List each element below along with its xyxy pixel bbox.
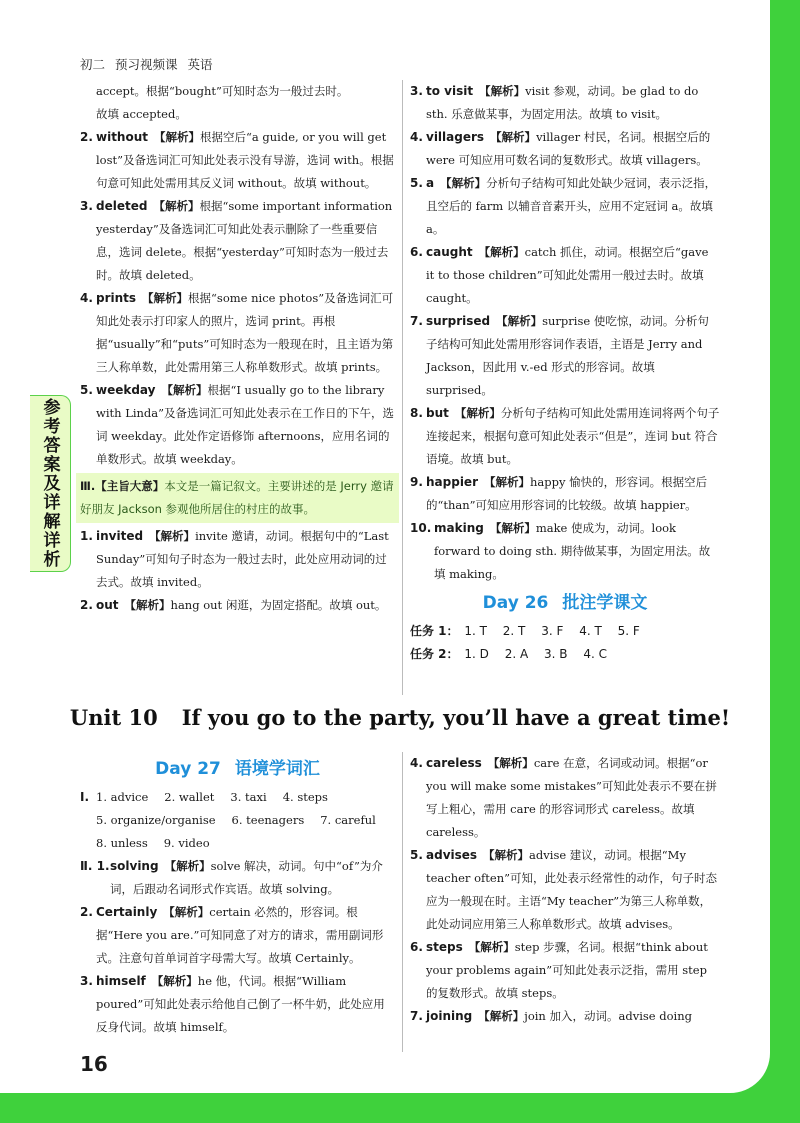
analysis-tag: 【解析】 bbox=[487, 756, 534, 770]
item-number: Ⅱ. 1. bbox=[80, 859, 110, 873]
item-number: 9. bbox=[410, 475, 423, 489]
vocab-answer: 1. advice bbox=[96, 790, 149, 804]
item-number: 5. bbox=[80, 383, 93, 397]
item-number: 10. bbox=[410, 521, 432, 535]
answer-item bbox=[80, 126, 395, 195]
day27-name: 语境学词汇 bbox=[234, 759, 320, 779]
continued-line-1: accept。根据“bought”可知时态为一般过去时。 bbox=[96, 84, 349, 98]
vocab-row bbox=[96, 832, 395, 855]
answer-item bbox=[80, 594, 395, 617]
analysis-text: join 加入，动词。advise doing bbox=[524, 1009, 692, 1023]
analysis-tag: 【解析】 bbox=[478, 245, 525, 259]
answer-word: weekday bbox=[96, 383, 156, 397]
answer-word: caught bbox=[426, 245, 473, 259]
answer-item bbox=[410, 517, 720, 586]
main-idea-box bbox=[76, 473, 399, 523]
analysis-text: 分析句子结构可知此处缺少冠词，表示泛指，且空后的 farm 以辅音音素开头，应用不定冠词 a。故填 a。 bbox=[426, 176, 717, 236]
analysis-tag: 【解析】 bbox=[149, 529, 196, 543]
task-answer: 4. T bbox=[579, 624, 602, 638]
item-number: 4. bbox=[80, 291, 93, 305]
answer-item bbox=[410, 241, 720, 310]
unit-number: Unit 10 bbox=[69, 705, 158, 730]
task-answer: 2. A bbox=[504, 647, 529, 661]
page-header bbox=[80, 55, 219, 73]
analysis-text: 根据“I usually go to the library with Linda”及备选词汇可知此处表示在工作日的下午，选词 weekday。此处作定语修饰 afternoons，应用名词的单数形式。故填 weekday。 bbox=[96, 383, 395, 466]
analysis-tag: 【解析】 bbox=[153, 199, 200, 213]
vocab-answer: 2. wallet bbox=[164, 790, 215, 804]
left-column-top bbox=[80, 80, 395, 617]
left-column-bottom bbox=[80, 752, 395, 1039]
answer-item bbox=[410, 1005, 720, 1028]
analysis-tag: 【解析】 bbox=[163, 905, 210, 919]
task2-answers bbox=[410, 643, 720, 666]
answer-word: solving bbox=[110, 859, 159, 873]
task1-label: 任务 1： bbox=[410, 624, 459, 638]
answer-item bbox=[80, 970, 395, 1039]
answer-item bbox=[410, 402, 720, 471]
answer-item bbox=[80, 901, 395, 970]
day26-number: Day 26 bbox=[482, 593, 549, 613]
analysis-tag: 【解析】 bbox=[496, 314, 543, 328]
item-number: 7. bbox=[410, 1009, 423, 1023]
header-course: 预习视频课 bbox=[115, 57, 178, 72]
item-number: 5. bbox=[410, 848, 423, 862]
answer-item bbox=[80, 379, 395, 471]
unit-title bbox=[0, 705, 800, 730]
continued-text bbox=[80, 80, 395, 126]
analysis-text: catch 抓住，动词。根据空后“gave it to those children”可知此处需用一般过去时。故填 caught。 bbox=[426, 245, 709, 305]
analysis-tag: 【解析】 bbox=[151, 974, 198, 988]
answer-item bbox=[410, 80, 720, 126]
task-answer: 4. C bbox=[583, 647, 607, 661]
item-number: 4. bbox=[410, 130, 423, 144]
day26-title bbox=[410, 588, 720, 618]
answer-item bbox=[410, 844, 720, 936]
answer-item bbox=[80, 195, 395, 287]
answer-item bbox=[410, 471, 720, 517]
vocab-row bbox=[96, 809, 395, 832]
task-answer: 3. B bbox=[544, 647, 568, 661]
day27-number: Day 27 bbox=[155, 759, 221, 779]
task2-label: 任务 2： bbox=[410, 647, 459, 661]
task-answer: 1. T bbox=[464, 624, 487, 638]
item-number: 6. bbox=[410, 940, 423, 954]
answer-word: careless bbox=[426, 756, 482, 770]
column-divider-top bbox=[402, 80, 403, 695]
answer-word: steps bbox=[426, 940, 463, 954]
answer-word: to visit bbox=[426, 84, 474, 98]
analysis-tag: 【解析】 bbox=[489, 521, 536, 535]
header-grade: 初二 bbox=[80, 57, 106, 72]
analysis-tag: 【解析】 bbox=[124, 598, 171, 612]
analysis-tag: 【解析】 bbox=[479, 84, 526, 98]
item-number: 3. bbox=[80, 199, 93, 213]
answer-word: joining bbox=[426, 1009, 473, 1023]
item-number: 7. bbox=[410, 314, 423, 328]
unit-name: If you go to the party, you’ll have a great time! bbox=[181, 705, 731, 730]
analysis-text: 根据“some important information yesterday”及备选词汇可知此处表示删除了一些重要信息，选词 delete。根据“yesterday”可知时态为一般过去时。故填 deleted。 bbox=[96, 199, 393, 282]
answer-word: himself bbox=[96, 974, 146, 988]
vocab-answer: 5. organize/organise bbox=[96, 813, 216, 827]
vocab-answer: 8. unless bbox=[96, 836, 148, 850]
answer-word: prints bbox=[96, 291, 137, 305]
section-label: Ⅰ. bbox=[80, 790, 90, 804]
continued-line-2: 故填 accepted。 bbox=[96, 107, 187, 121]
vocab-answer: 7. careful bbox=[320, 813, 376, 827]
day27-title bbox=[80, 754, 395, 784]
task-answer: 1. D bbox=[464, 647, 489, 661]
answer-word: happier bbox=[426, 475, 478, 489]
analysis-tag: 【解析】 bbox=[161, 383, 208, 397]
analysis-text: invite 邀请，动词。根据句中的“Last Sunday”可知句子时态为一般过去时，此处应用动词的过去式。故填 invited。 bbox=[96, 529, 389, 589]
vocab-section bbox=[80, 786, 395, 855]
analysis-text: visit 参观，动词。be glad to do sth. 乐意做某事，为固定用法。故填 to visit。 bbox=[426, 84, 699, 121]
vocab-answer: 4. steps bbox=[282, 790, 328, 804]
analysis-text: surprise 使吃惊，动词。分析句子结构可知此处需用形容词作表语，主语是 Jerry and Jackson，因此用 v.-ed 形式的形容词。故填 surprised。 bbox=[426, 314, 709, 397]
answer-word: advises bbox=[426, 848, 478, 862]
item-number: 1. bbox=[80, 529, 93, 543]
analysis-tag: 【解析】 bbox=[483, 848, 530, 862]
answer-item bbox=[80, 287, 395, 379]
analysis-tag: 【解析】 bbox=[490, 130, 537, 144]
answer-item bbox=[80, 525, 395, 594]
analysis-tag: 【解析】 bbox=[478, 1009, 525, 1023]
analysis-tag: 【解析】 bbox=[154, 130, 201, 144]
vocab-row bbox=[96, 786, 395, 809]
analysis-text: 分析句子结构可知此处需用连词将两个句子连接起来，根据句意可知此处表示“但是”，连词 but 符合语境。故填 but。 bbox=[426, 406, 720, 466]
item-number: 2. bbox=[80, 905, 93, 919]
analysis-text: he 他，代词。根据“William poured”可知此处表示给他自己倒了一杯牛奶，此处应用反身代词。故填 himself。 bbox=[96, 974, 385, 1034]
column-divider-bottom bbox=[402, 752, 403, 1052]
analysis-text: solve 解决，动词。句中“of”为介词，后跟动名词形式作宾语。故填 solving。 bbox=[110, 859, 383, 896]
vocab-answer: 6. teenagers bbox=[231, 813, 305, 827]
task-answer: 2. T bbox=[502, 624, 526, 638]
answer-item bbox=[410, 172, 720, 241]
analysis-text: 根据空后“a guide, or you will get lost”及备选词汇可知此处表示没有导游，选词 with。根据句意可知此处需用其反义词 without。故填 without。 bbox=[96, 130, 394, 190]
item-number: 3. bbox=[410, 84, 423, 98]
analysis-text: villager 村民，名词。根据空后的 were 可知应用可数名词的复数形式。故填 villagers。 bbox=[426, 130, 711, 167]
analysis-tag: 【解析】 bbox=[484, 475, 530, 489]
vocab-answer: 9. video bbox=[163, 836, 210, 850]
analysis-text: certain 必然的，形容词。根据“Here you are.”可知同意了对方的请求，需用副词形式。注意句首单词首字母需大写。故填 Certainly。 bbox=[96, 905, 384, 965]
answer-item bbox=[80, 855, 395, 901]
item-number: 8. bbox=[410, 406, 423, 420]
right-column-top bbox=[410, 80, 720, 666]
answer-word: surprised bbox=[426, 314, 491, 328]
item-number: 4. bbox=[410, 756, 423, 770]
analysis-text: happy 愉快的，形容词。根据空后的“than”可知应用形容词的比较级。故填 happier。 bbox=[426, 475, 708, 512]
analysis-text: make 使成为，动词。look forward to doing sth. 期待做某事，为固定用法。故填 making。 bbox=[434, 521, 711, 581]
analysis-tag: 【解析】 bbox=[454, 406, 501, 420]
analysis-text: hang out 闲逛，为固定搭配。故填 out。 bbox=[170, 598, 387, 612]
item-number: 6. bbox=[410, 245, 423, 259]
answer-word: out bbox=[96, 598, 119, 612]
analysis-text: advise 建议，动词。根据“My teacher often”可知，此处表示经常性的动作，句子时态应为一般现在时。主语“My teacher”为第三人称单数，此处动词应用第三人称单数形式。故填 advises。 bbox=[426, 848, 717, 931]
analysis-tag: 【解析】 bbox=[468, 940, 515, 954]
analysis-text: care 在意，名词或动词。根据“or you will make some mistakes”可知此处表示不要在拼写上粗心，需用 care 的形容词形式 careless。故填 careless。 bbox=[426, 756, 717, 839]
item-number: 2. bbox=[80, 598, 93, 612]
main-idea-text: 本文是一篇记叙文。主要讲述的是 Jerry 邀请好朋友 Jackson 参观他所居住的村庄的故事。 bbox=[80, 479, 394, 516]
task1-answers bbox=[410, 620, 720, 643]
right-column-bottom bbox=[410, 752, 720, 1028]
analysis-text: 根据“some nice photos”及备选词汇可知此处表示打印家人的照片，选词 print。再根据“usually”和“puts”可知时态为一般现在时，且主语为第三人称单数，此处需用第三人称单数形式。故填 prints。 bbox=[96, 291, 394, 374]
main-idea-label: Ⅲ.【主旨大意】 bbox=[80, 479, 165, 493]
answer-word: deleted bbox=[96, 199, 148, 213]
answer-word: villagers bbox=[426, 130, 485, 144]
task-answer: 5. F bbox=[617, 624, 640, 638]
answer-word: without bbox=[96, 130, 149, 144]
header-subject: 英语 bbox=[187, 57, 213, 72]
side-tab-label: 参考答案及详解详析 bbox=[39, 398, 60, 569]
answer-word: Certainly bbox=[96, 905, 158, 919]
answer-word: but bbox=[426, 406, 449, 420]
answer-word: invited bbox=[96, 529, 144, 543]
side-tab bbox=[30, 395, 71, 572]
vocab-answer: 3. taxi bbox=[230, 790, 267, 804]
answer-item bbox=[410, 752, 720, 844]
analysis-text: step 步骤，名词。根据“think about your problems again”可知此处表示泛指，需用 step 的复数形式。故填 steps。 bbox=[426, 940, 708, 1000]
answer-item bbox=[410, 126, 720, 172]
answer-word: making bbox=[434, 521, 484, 535]
item-number: 5. bbox=[410, 176, 423, 190]
page-number: 16 bbox=[80, 1052, 108, 1076]
analysis-tag: 【解析】 bbox=[164, 859, 211, 873]
answer-word: a bbox=[426, 176, 435, 190]
item-number: 3. bbox=[80, 974, 93, 988]
day26-name: 批注学课文 bbox=[562, 593, 648, 613]
answer-item bbox=[410, 310, 720, 402]
task-answer: 3. F bbox=[541, 624, 564, 638]
item-number: 2. bbox=[80, 130, 93, 144]
analysis-tag: 【解析】 bbox=[142, 291, 189, 305]
answer-item bbox=[410, 936, 720, 1005]
analysis-tag: 【解析】 bbox=[440, 176, 487, 190]
